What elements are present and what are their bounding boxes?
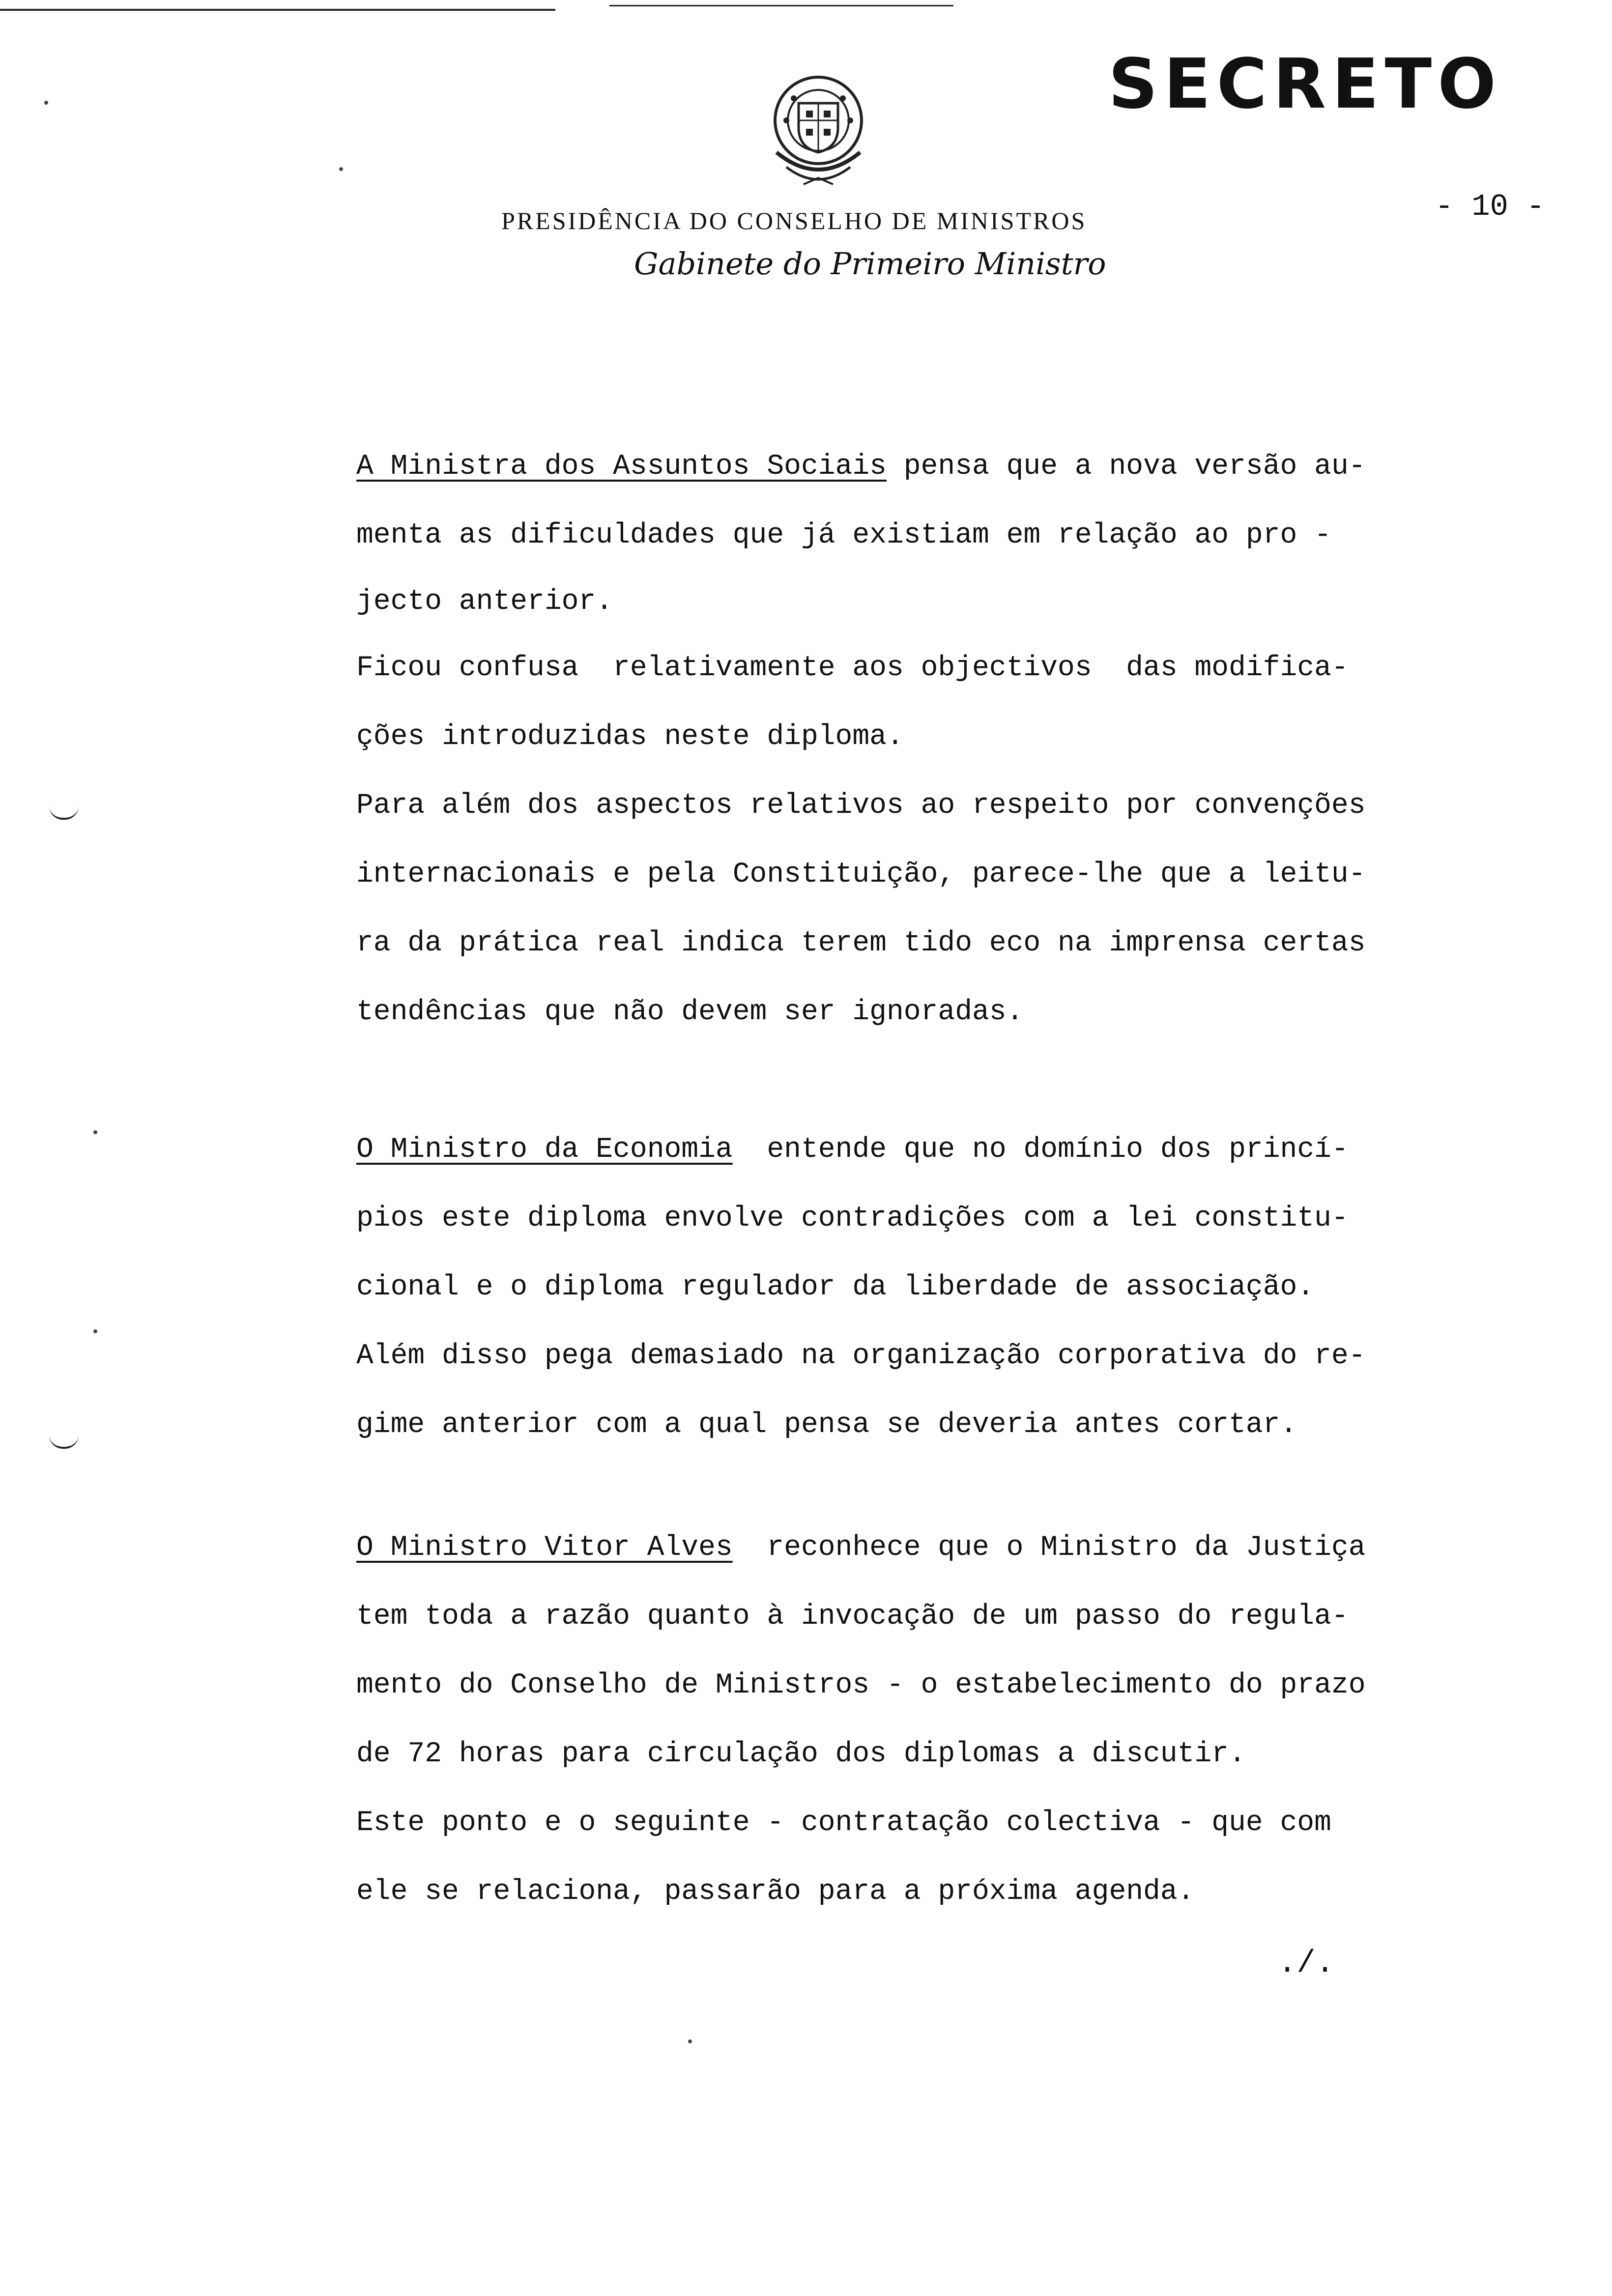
text-line: cional e o diploma regulador da liberdade de associação. [356, 1271, 1315, 1303]
text-line: menta as dificuldades que já existiam em relação ao pro - [356, 519, 1331, 551]
institution-name: PRESIDÊNCIA DO CONSELHO DE MINISTROS [501, 207, 1087, 234]
text-line: jecto anterior. [356, 586, 613, 618]
text-line: A Ministra dos Assuntos Sociais pensa que a nova versão au- [356, 451, 1366, 483]
scan-speck [44, 101, 48, 105]
text-line: Ficou confusa relativamente aos objectivos das modifica- [356, 652, 1349, 684]
text-line: tem toda a razão quanto à invocação de um passo do regula- [356, 1601, 1349, 1633]
scan-speck [93, 1130, 97, 1134]
scan-speck [93, 1329, 97, 1333]
classification-stamp: SECRETO [1108, 44, 1502, 124]
speaker-name: O Ministro da Economia [356, 1134, 733, 1166]
text-line: de 72 horas para circulação dos diplomas a discutir. [356, 1738, 1246, 1770]
paragraph [356, 1116, 1438, 1460]
text-line: Para além dos aspectos relativos ao respeito por convenções [356, 790, 1366, 822]
binding-mark [49, 806, 79, 820]
coat-of-arms-icon [757, 69, 880, 197]
text-line: ele se relaciona, passarão para a próxima agenda. [356, 1876, 1195, 1908]
continuation-mark: ./. [1278, 1946, 1335, 1981]
scan-speck [688, 2039, 692, 2043]
scan-line [0, 9, 555, 11]
text-line: gime anterior com a qual pensa se deveria antes cortar. [356, 1409, 1297, 1441]
text-line: internacionais e pela Constituição, parece-lhe que a leitu- [356, 859, 1366, 890]
speaker-name: A Ministra dos Assuntos Sociais [356, 451, 887, 483]
text-line: Este ponto e o seguinte - contratação colectiva - que com [356, 1807, 1331, 1839]
paragraph [356, 1514, 1438, 1926]
scan-speck [339, 167, 343, 171]
paragraph [356, 432, 1438, 1047]
text-line: ções introduzidas neste diploma. [356, 721, 904, 753]
text-line: O Ministro da Economia entende que no domínio dos princí- [356, 1134, 1349, 1166]
scan-line [609, 5, 953, 6]
text-line: ra da prática real indica terem tido eco na imprensa certas [356, 927, 1366, 959]
speaker-name: O Ministro Vitor Alves [356, 1532, 733, 1564]
department-name: Gabinete do Primeiro Ministro [634, 246, 1106, 282]
binding-mark [49, 1435, 79, 1449]
text-line: tendências que não devem ser ignoradas. [356, 996, 1024, 1028]
text-line: Além disso pega demasiado na organização corporativa do re- [356, 1340, 1366, 1372]
text-line: O Ministro Vitor Alves reconhece que o Ministro da Justiça [356, 1532, 1366, 1564]
page-number: - 10 - [1435, 189, 1545, 224]
text-line: mento do Conselho de Ministros - o estabelecimento do prazo [356, 1669, 1366, 1701]
text-line: pios este diploma envolve contradições com a lei constitu- [356, 1203, 1349, 1234]
